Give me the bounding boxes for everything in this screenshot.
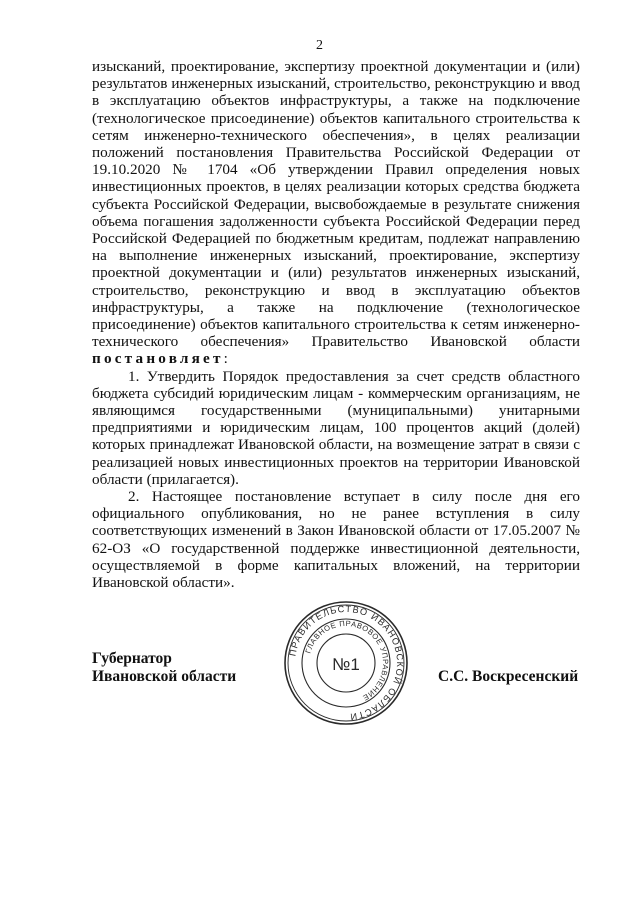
official-stamp [283,600,409,726]
decree-item-1: 1. Утвердить Порядок предоставления за счет средств областного бюджета субсидий юридическим лицам - коммерческим организациям, не являющимся государственными (муниципальными) унитарными предприятиями и юридическим лицам, 100 процентов акций (долей) которых принадлежат Ивановской области, на возмещение затрат в связи с реализацией новых инвестиционных проектов на территории Ивановской области (прилагается). [92,367,580,488]
decree-item-2: 2. Настоящее постановление вступает в силу после дня его официального опубликования, но не ранее вступления в силу соответствующих изменений в Закон Ивановской области от 17.05.2007 № 62-ОЗ «О государственной поддержке инвестиционной деятельности, осуществляемой в форме капитальных вложений, на территории Ивановской области». [92,488,580,592]
stamp-number: №1 [332,655,360,674]
signature-title-line1: Губернатор [92,650,172,667]
document-body [92,58,580,591]
signature-name: С.С. Воскресенский [438,668,579,685]
page-number: 2 [316,38,323,53]
stamp-seal-icon [283,600,409,726]
stamp-inner-text: ГЛАВНОЕ ПРАВОВОЕ УПРАВЛЕНИЕ [303,618,391,703]
signature-title [92,650,236,686]
decree-word: постановляет [92,350,224,368]
paragraph-intro-text: изысканий, проектирование, экспертизу проектной документации и (или) результатов инженерных изысканий, строительство, реконструкцию и ввод в эксплуатацию объектов инфраструктуры, а также на подключение (технологическое присоединение) объектов капитального строительства к сетям инженерно-технического обеспечения», в целях реализации положений постановления Правительства Российской Федерации от 19.10.2020 № 1704 «Об утверждении Правил определения новых инвестиционных проектов, в целях реализации которых средства бюджета субъекта Российской Федерации, высвобождаемые в результате снижения объема погашения задолженности субъекта Российской Федерации перед Российской Федерацией по бюджетным кредитам, подлежат направлению на выполнение инженерных изысканий, проектирование, экспертизу проектной документации и (или) результатов инженерных изысканий, строительство, реконструкцию и ввод в эксплуатацию объектов инфраструктуры, а также на подключение (технологическое присоединение) объектов капитального строительства к сетям инженерно-технического обеспечения» Правительство Ивановской области [92,58,580,351]
signature-title-line2: Ивановской области [92,668,237,685]
stamp-outer-text: ПРАВИТЕЛЬСТВО ИВАНОВСКОЙ ОБЛАСТИ [287,603,406,723]
paragraph-intro [92,58,580,368]
decree-colon: : [223,350,228,368]
